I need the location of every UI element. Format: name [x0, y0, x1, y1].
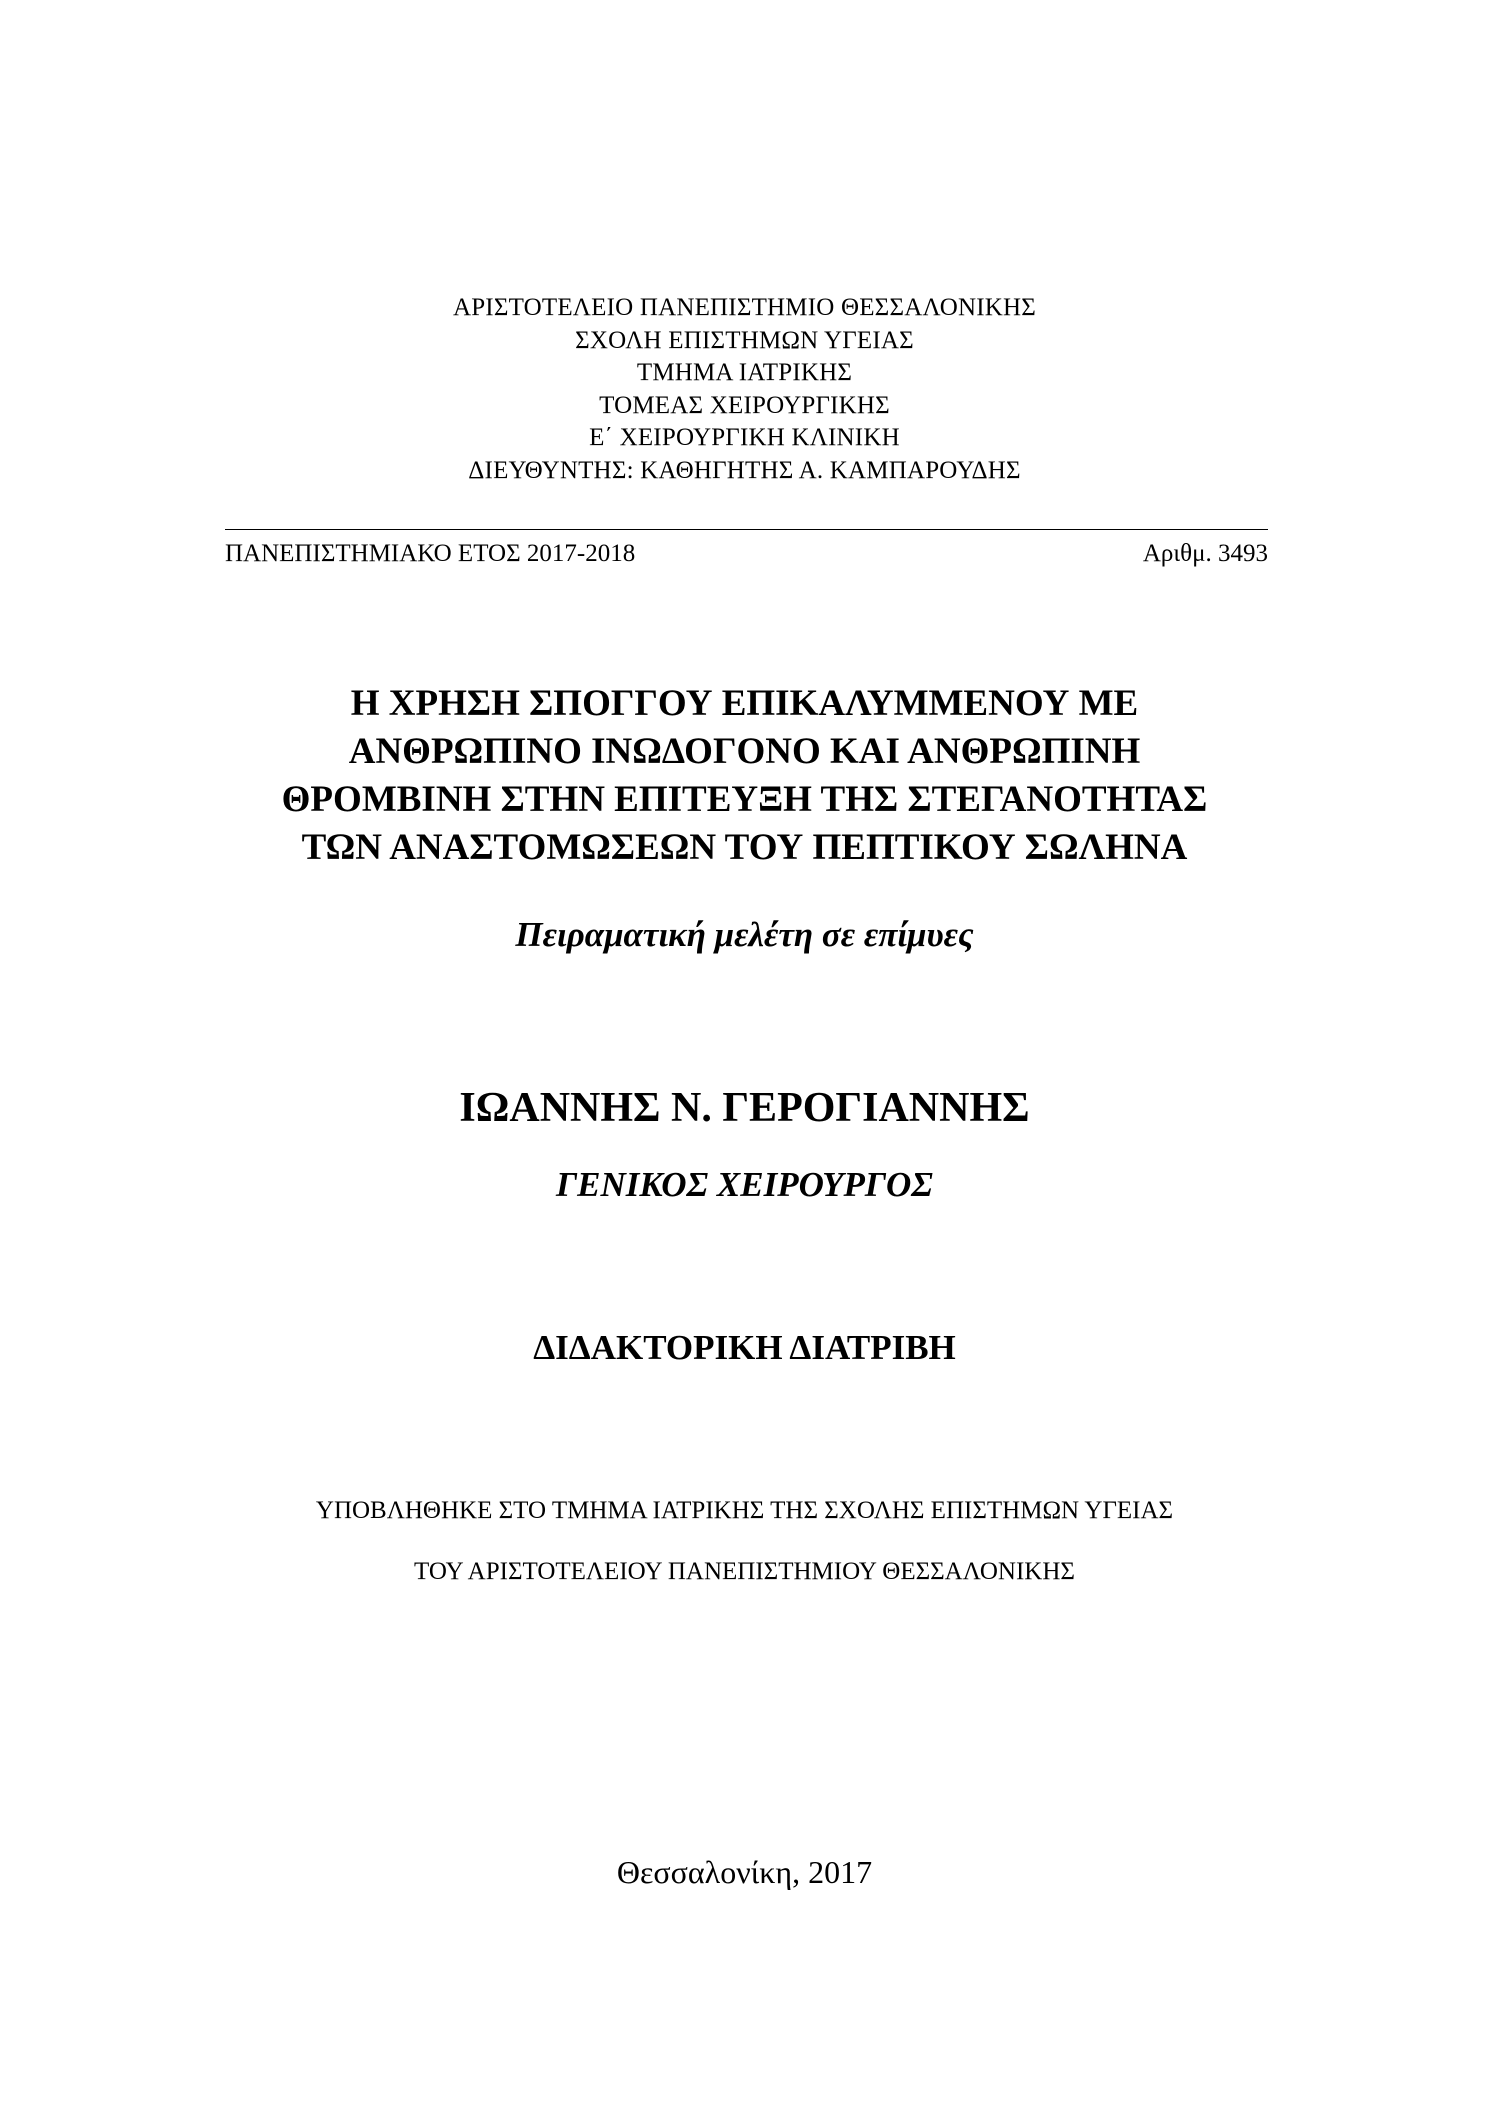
thesis-number: Αριθμ. 3493	[1142, 540, 1268, 567]
institution-header	[0, 292, 1489, 487]
place-date: Θεσσαλονίκη, 2017	[616, 1854, 873, 1890]
thesis-title	[0, 680, 1489, 872]
header-director: ΔΙΕΥΘΥΝΤΗΣ: ΚΑΘΗΓΗΤΗΣ Α. ΚΑΜΠΑΡΟΥΔΗΣ	[468, 456, 1021, 484]
title-line: ΤΩΝ ΑΝΑΣΤΟΜΩΣΕΩΝ ΤΟΥ ΠΕΠΤΙΚΟΥ ΣΩΛΗΝΑ	[301, 827, 1188, 868]
header-department: ΤΜΗΜΑ ΙΑΤΡΙΚΗΣ	[636, 359, 853, 386]
author-name: ΙΩΑΝΝΗΣ Ν. ΓΕΡΟΓΙΑΝΝΗΣ	[459, 1085, 1030, 1131]
header-divider	[225, 529, 1268, 530]
author-role: ΓΕΝΙΚΟΣ ΧΕΙΡΟΥΡΓΟΣ	[556, 1165, 933, 1204]
submission-line: ΥΠΟΒΛΗΘΗΚΕ ΣΤΟ ΤΜΗΜΑ ΙΑΤΡΙΚΗΣ ΤΗΣ ΣΧΟΛΗΣ ΕΠΙΣΤΗΜΩΝ ΥΓΕΙΑΣ	[315, 1497, 1174, 1524]
header-sector: ΤΟΜΕΑΣ ΧΕΙΡΟΥΡΓΙΚΗΣ	[599, 391, 890, 419]
title-line: ΑΝΘΡΩΠΙΝΟ ΙΝΩΔΟΓΟΝΟ ΚΑΙ ΑΝΘΡΩΠΙΝΗ	[348, 731, 1141, 772]
header-clinic: Ε΄ ΧΕΙΡΟΥΡΓΙΚΗ ΚΛΙΝΙΚΗ	[589, 424, 900, 451]
submission-line: ΤΟΥ ΑΡΙΣΤΟΤΕΛΕΙΟΥ ΠΑΝΕΠΙΣΤΗΜΙΟΥ ΘΕΣΣΑΛΟΝΙΚΗΣ	[414, 1558, 1075, 1585]
header-university: ΑΡΙΣΤΟΤΕΛΕΙΟ ΠΑΝΕΠΙΣΤΗΜΙΟ ΘΕΣΣΑΛΟΝΙΚΗΣ	[452, 294, 1037, 321]
title-line: Η ΧΡΗΣΗ ΣΠΟΓΓΟΥ ΕΠΙΚΑΛΥΜΜΕΝΟΥ ΜΕ	[350, 683, 1139, 724]
header-school: ΣΧΟΛΗ ΕΠΙΣΤΗΜΩΝ ΥΓΕΙΑΣ	[575, 326, 914, 354]
thesis-subtitle: Πειραματική μελέτη σε επίμυες	[515, 915, 974, 954]
submission-statement	[0, 1480, 1489, 1602]
academic-year: ΠΑΝΕΠΙΣΤΗΜΙΑΚΟ ΕΤΟΣ 2017-2018	[225, 540, 636, 567]
thesis-type: ΔΙΔΑΚΤΟΡΙΚΗ ΔΙΑΤΡΙΒΗ	[533, 1328, 956, 1367]
title-line: ΘΡΟΜΒΙΝΗ ΣΤΗΝ ΕΠΙΤΕΥΞΗ ΤΗΣ ΣΤΕΓΑΝΟΤΗΤΑΣ	[281, 779, 1208, 820]
